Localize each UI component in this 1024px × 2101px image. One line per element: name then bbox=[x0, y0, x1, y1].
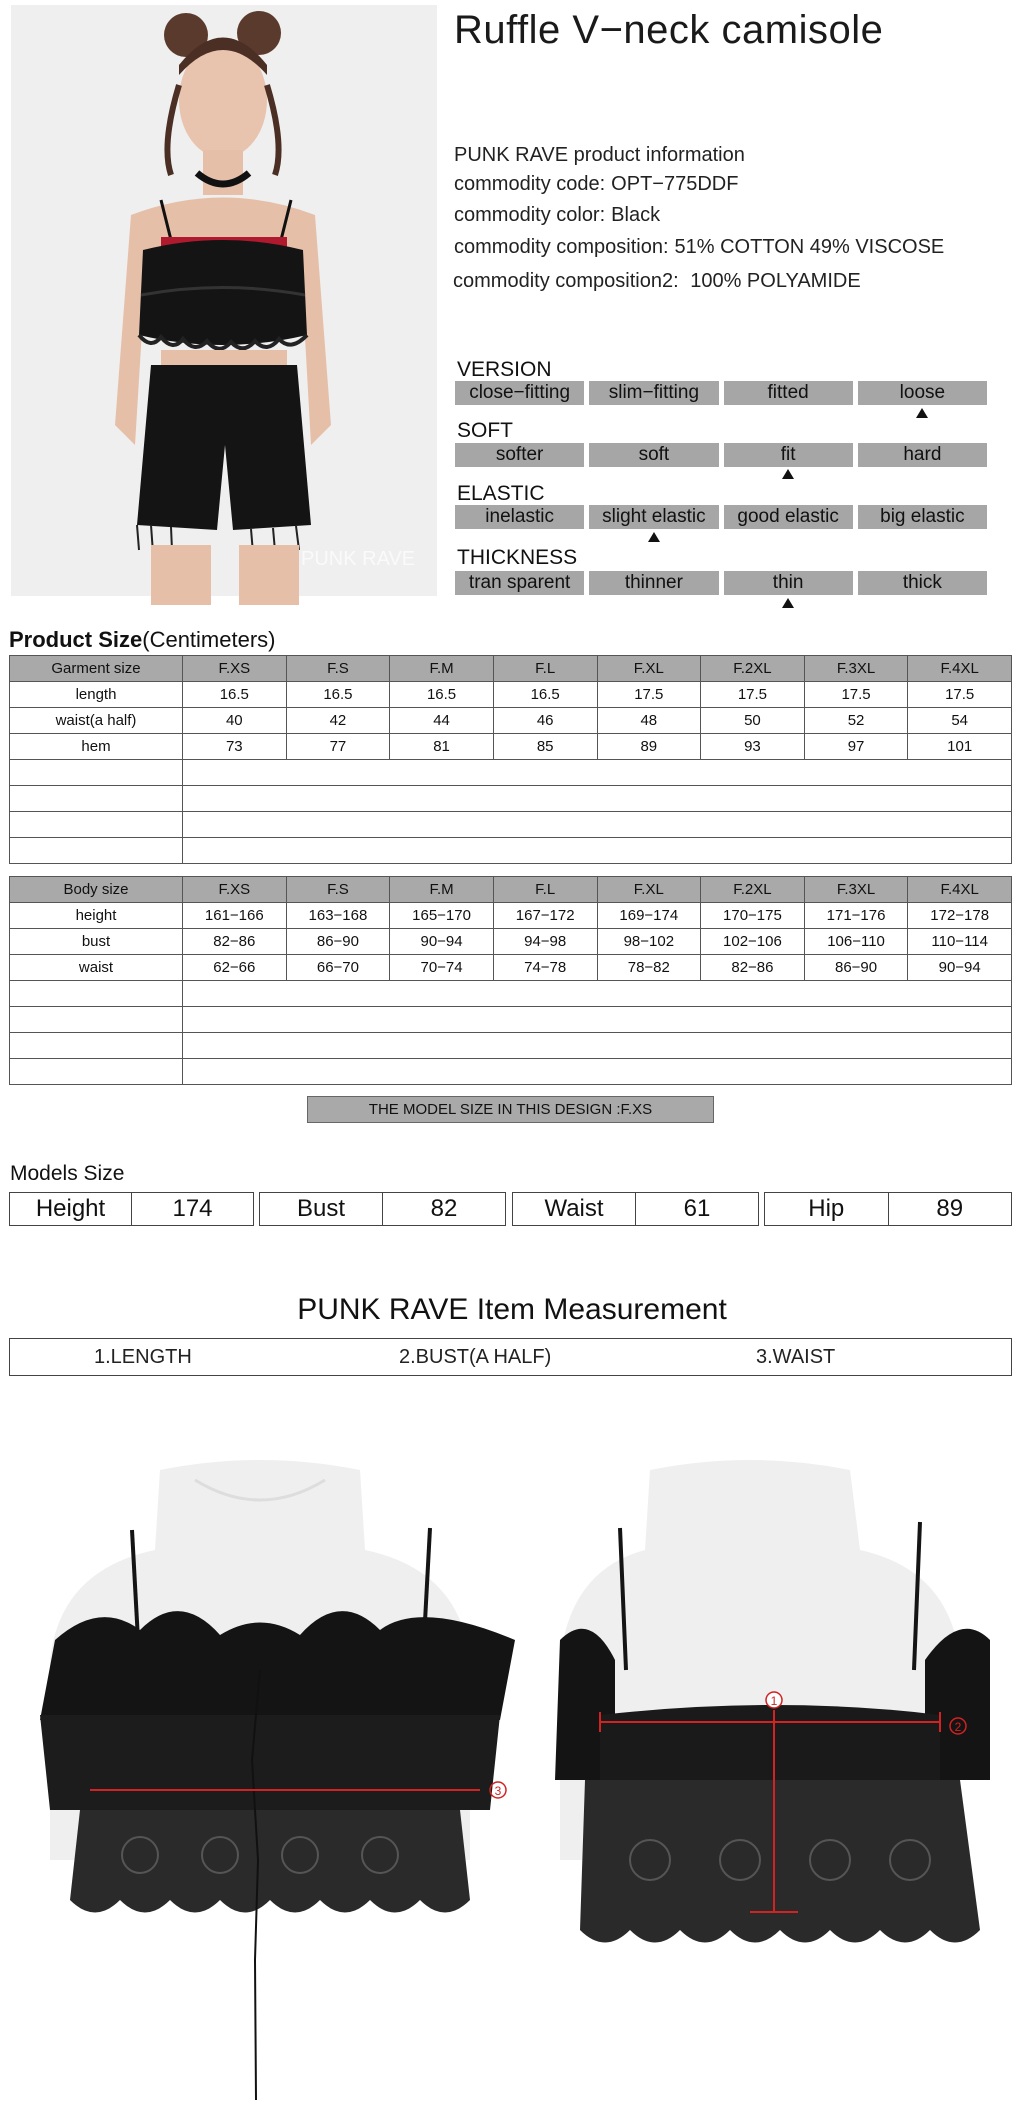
table-cell: 165−170 bbox=[390, 903, 494, 929]
empty-cell bbox=[183, 1033, 1012, 1059]
model-bust-value: 82 bbox=[430, 1195, 458, 1222]
empty-cell bbox=[183, 786, 1012, 812]
model-height-box bbox=[9, 1192, 254, 1226]
table-cell: 73 bbox=[183, 734, 287, 760]
empty-row bbox=[10, 760, 1012, 786]
model-height-label: Height bbox=[10, 1193, 132, 1225]
soft-scale bbox=[455, 443, 987, 467]
commodity-composition2 bbox=[453, 270, 861, 293]
table-cell: 93 bbox=[701, 734, 805, 760]
model-bust-label: Bust bbox=[260, 1193, 383, 1225]
table-cell: 52 bbox=[804, 708, 908, 734]
table-cell: height bbox=[10, 903, 183, 929]
commodity-code-value: OPT−775DDF bbox=[611, 173, 739, 195]
empty-row bbox=[10, 981, 1012, 1007]
empty-cell bbox=[10, 760, 183, 786]
soft-option: fit bbox=[724, 443, 853, 467]
empty-cell bbox=[10, 1007, 183, 1033]
elastic-option: slight elastic bbox=[589, 505, 718, 529]
table-cell: 89 bbox=[597, 734, 701, 760]
table-header-cell: F.4XL bbox=[908, 656, 1012, 682]
empty-cell bbox=[10, 812, 183, 838]
commodity-composition bbox=[454, 236, 944, 259]
table-cell: 74−78 bbox=[493, 955, 597, 981]
soft-marker bbox=[782, 469, 794, 479]
table-cell: 17.5 bbox=[804, 682, 908, 708]
version-marker bbox=[916, 408, 928, 418]
table-header-cell: F.XL bbox=[597, 656, 701, 682]
table-cell: 54 bbox=[908, 708, 1012, 734]
table-header-cell: F.2XL bbox=[701, 656, 805, 682]
table-cell: 16.5 bbox=[493, 682, 597, 708]
table-cell: 42 bbox=[286, 708, 390, 734]
table-cell: 90−94 bbox=[908, 955, 1012, 981]
commodity-color-label: commodity color: bbox=[454, 204, 606, 226]
thickness-title: THICKNESS bbox=[457, 546, 578, 569]
table-cell: 66−70 bbox=[286, 955, 390, 981]
table-cell: hem bbox=[10, 734, 183, 760]
empty-cell bbox=[10, 1033, 183, 1059]
version-option: loose bbox=[858, 381, 987, 405]
table-cell: 70−74 bbox=[390, 955, 494, 981]
table-header-cell: F.4XL bbox=[908, 877, 1012, 903]
elastic-option: good elastic bbox=[724, 505, 853, 529]
empty-cell bbox=[10, 786, 183, 812]
table-cell: 82−86 bbox=[183, 929, 287, 955]
table-cell: 50 bbox=[701, 708, 805, 734]
table-header-row bbox=[10, 656, 1012, 682]
soft-option: hard bbox=[858, 443, 987, 467]
product-size-unit: (Centimeters) bbox=[142, 627, 276, 652]
table-row bbox=[10, 903, 1012, 929]
empty-cell bbox=[183, 838, 1012, 864]
measurement-item-length: 1.LENGTH bbox=[94, 1346, 192, 1368]
empty-cell bbox=[183, 981, 1012, 1007]
commodity-color bbox=[454, 204, 660, 227]
table-cell: 167−172 bbox=[493, 903, 597, 929]
table-cell: waist(a half) bbox=[10, 708, 183, 734]
measurement-legend bbox=[9, 1338, 1012, 1376]
model-waist-box bbox=[512, 1192, 759, 1226]
marker-1-text: 1 bbox=[770, 1694, 778, 1708]
commodity-color-value: Black bbox=[611, 204, 661, 226]
table-cell: 82−86 bbox=[701, 955, 805, 981]
table-cell: 16.5 bbox=[183, 682, 287, 708]
table-cell: 62−66 bbox=[183, 955, 287, 981]
measurement-item-bust: 2.BUST(A HALF) bbox=[399, 1346, 552, 1368]
model-waist-label: Waist bbox=[513, 1193, 636, 1225]
table-header-cell: Garment size bbox=[10, 656, 183, 682]
elastic-marker bbox=[648, 532, 660, 542]
table-cell: 77 bbox=[286, 734, 390, 760]
marker-2-text: 2 bbox=[954, 1720, 962, 1734]
marker-3-text: 3 bbox=[494, 1784, 502, 1798]
commodity-code-label: commodity code: bbox=[454, 173, 606, 195]
table-cell: 16.5 bbox=[286, 682, 390, 708]
model-height-value: 174 bbox=[172, 1195, 213, 1222]
commodity-composition-value: 51% COTTON 49% VISCOSE bbox=[674, 236, 945, 258]
model-waist-value: 61 bbox=[683, 1195, 711, 1222]
garment-back-image bbox=[540, 1460, 1020, 2100]
model-hip-label: Hip bbox=[765, 1193, 889, 1225]
table-cell: 86−90 bbox=[804, 955, 908, 981]
version-option: slim−fitting bbox=[589, 381, 718, 405]
soft-title: SOFT bbox=[457, 419, 513, 442]
table-cell: 101 bbox=[908, 734, 1012, 760]
table-header-cell: F.XL bbox=[597, 877, 701, 903]
table-cell: 40 bbox=[183, 708, 287, 734]
elastic-title: ELASTIC bbox=[457, 482, 545, 505]
empty-cell bbox=[10, 838, 183, 864]
product-title: Ruffle V−neck camisole bbox=[454, 8, 884, 52]
model-photo bbox=[11, 5, 437, 596]
table-cell: 48 bbox=[597, 708, 701, 734]
garment-front-illustration bbox=[20, 1460, 500, 2100]
thickness-option: thin bbox=[724, 571, 853, 595]
table-cell: 169−174 bbox=[597, 903, 701, 929]
garment-front-image bbox=[20, 1460, 500, 2100]
model-bust-box bbox=[259, 1192, 506, 1226]
empty-cell bbox=[183, 1007, 1012, 1033]
table-cell: 171−176 bbox=[804, 903, 908, 929]
table-cell: 85 bbox=[493, 734, 597, 760]
table-row bbox=[10, 734, 1012, 760]
empty-row bbox=[10, 786, 1012, 812]
empty-row bbox=[10, 838, 1012, 864]
empty-row bbox=[10, 1033, 1012, 1059]
measurement-title: PUNK RAVE Item Measurement bbox=[297, 1293, 727, 1326]
empty-row bbox=[10, 1007, 1012, 1033]
empty-cell bbox=[10, 1059, 183, 1085]
table-header-cell: F.M bbox=[390, 877, 494, 903]
table-header-cell: F.L bbox=[493, 656, 597, 682]
commodity-composition2-value: 100% POLYAMIDE bbox=[690, 270, 861, 292]
photo-watermark: PUNK RAVE bbox=[301, 548, 416, 570]
table-cell: 161−166 bbox=[183, 903, 287, 929]
table-cell: length bbox=[10, 682, 183, 708]
version-option: fitted bbox=[724, 381, 853, 405]
empty-cell bbox=[183, 760, 1012, 786]
table-row bbox=[10, 682, 1012, 708]
elastic-scale bbox=[455, 505, 987, 529]
garment-size-table bbox=[9, 655, 1012, 864]
empty-row bbox=[10, 812, 1012, 838]
elastic-option: big elastic bbox=[858, 505, 987, 529]
table-cell: 16.5 bbox=[390, 682, 494, 708]
table-cell: 46 bbox=[493, 708, 597, 734]
table-cell: 90−94 bbox=[390, 929, 494, 955]
model-hip-box bbox=[764, 1192, 1012, 1226]
table-row bbox=[10, 708, 1012, 734]
table-header-cell: F.M bbox=[390, 656, 494, 682]
commodity-composition2-label: commodity composition2: bbox=[453, 270, 679, 292]
table-cell: 17.5 bbox=[701, 682, 805, 708]
body-size-table bbox=[9, 876, 1012, 1085]
table-cell: 110−114 bbox=[908, 929, 1012, 955]
table-cell: 94−98 bbox=[493, 929, 597, 955]
elastic-option: inelastic bbox=[455, 505, 584, 529]
table-cell: bust bbox=[10, 929, 183, 955]
model-size-banner: THE MODEL SIZE IN THIS DESIGN :F.XS bbox=[307, 1096, 714, 1123]
table-header-row bbox=[10, 877, 1012, 903]
thickness-option: tran sparent bbox=[455, 571, 584, 595]
table-header-cell: F.3XL bbox=[804, 656, 908, 682]
version-option: close−fitting bbox=[455, 381, 584, 405]
table-cell: 170−175 bbox=[701, 903, 805, 929]
table-header-cell: F.XS bbox=[183, 877, 287, 903]
table-header-cell: F.S bbox=[286, 877, 390, 903]
garment-back-illustration bbox=[540, 1460, 1020, 2100]
empty-cell bbox=[183, 812, 1012, 838]
table-row bbox=[10, 929, 1012, 955]
table-cell: 106−110 bbox=[804, 929, 908, 955]
table-header-cell: F.3XL bbox=[804, 877, 908, 903]
model-illustration bbox=[11, 5, 437, 596]
table-cell: 172−178 bbox=[908, 903, 1012, 929]
soft-option: soft bbox=[589, 443, 718, 467]
table-cell: 44 bbox=[390, 708, 494, 734]
table-cell: 78−82 bbox=[597, 955, 701, 981]
table-cell: 97 bbox=[804, 734, 908, 760]
table-header-cell: F.XS bbox=[183, 656, 287, 682]
table-cell: 17.5 bbox=[908, 682, 1012, 708]
thickness-scale bbox=[455, 571, 987, 595]
table-header-cell: F.2XL bbox=[701, 877, 805, 903]
version-scale bbox=[455, 381, 987, 405]
commodity-composition-label: commodity composition: bbox=[454, 236, 669, 258]
table-header-cell: Body size bbox=[10, 877, 183, 903]
thickness-marker bbox=[782, 598, 794, 608]
models-size-title: Models Size bbox=[10, 1162, 125, 1185]
table-cell: waist bbox=[10, 955, 183, 981]
measurement-item-waist: 3.WAIST bbox=[756, 1346, 836, 1368]
product-size-label: Product Size bbox=[9, 627, 143, 652]
empty-cell bbox=[183, 1059, 1012, 1085]
thickness-option: thick bbox=[858, 571, 987, 595]
version-title: VERSION bbox=[457, 358, 552, 381]
thickness-option: thinner bbox=[589, 571, 718, 595]
table-cell: 81 bbox=[390, 734, 494, 760]
empty-cell bbox=[10, 981, 183, 1007]
product-size-title bbox=[9, 627, 276, 653]
commodity-code bbox=[454, 173, 738, 196]
table-header-cell: F.S bbox=[286, 656, 390, 682]
model-hip-value: 89 bbox=[936, 1195, 964, 1222]
table-row bbox=[10, 955, 1012, 981]
table-cell: 17.5 bbox=[597, 682, 701, 708]
table-cell: 102−106 bbox=[701, 929, 805, 955]
soft-option: softer bbox=[455, 443, 584, 467]
table-cell: 98−102 bbox=[597, 929, 701, 955]
empty-row bbox=[10, 1059, 1012, 1085]
table-cell: 163−168 bbox=[286, 903, 390, 929]
table-header-cell: F.L bbox=[493, 877, 597, 903]
info-heading: PUNK RAVE product information bbox=[454, 144, 745, 166]
table-cell: 86−90 bbox=[286, 929, 390, 955]
